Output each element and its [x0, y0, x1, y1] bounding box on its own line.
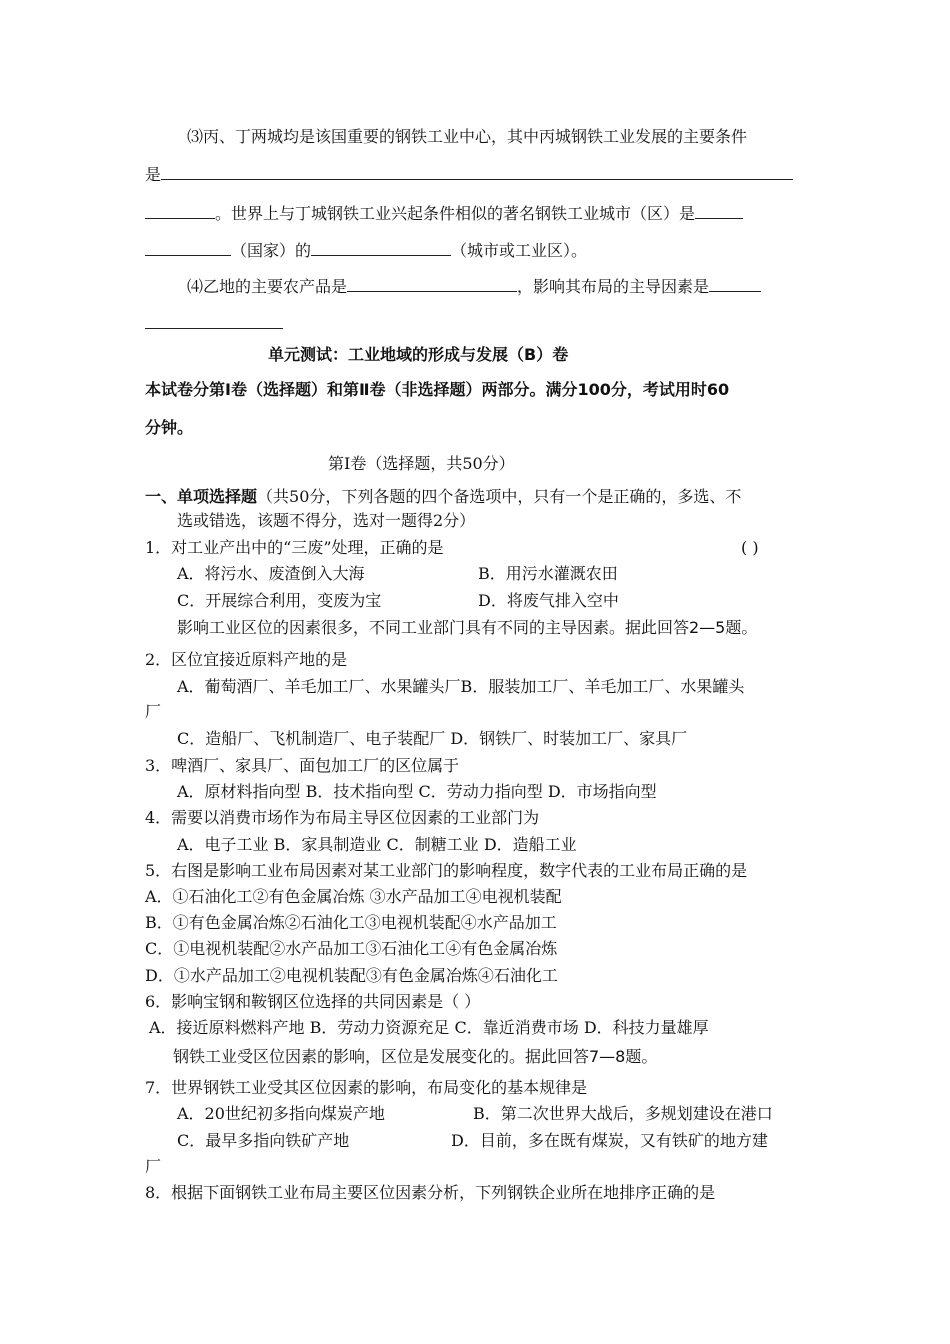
- answer-blank[interactable]: [145, 203, 215, 219]
- q4-line1: [187, 276, 761, 297]
- test-intro-line1: 本试卷分第Ⅰ卷（选择题）和第Ⅱ卷（非选择题）两部分。满分100分，考试用时60: [145, 380, 730, 399]
- q4-line2: [145, 313, 283, 334]
- question-7: 7．世界钢铁工业受其区位因素的影响，布局变化的基本规律是: [145, 1078, 588, 1097]
- q1-option-b[interactable]: B．用污水灌溉农田: [478, 564, 618, 583]
- question-1: 1．对工业产出中的“三废”处理，正确的是: [145, 538, 444, 557]
- question-3: 3．啤酒厂、家具厂、面包加工厂的区位属于: [145, 756, 460, 775]
- q2-options-ab[interactable]: A．葡萄酒厂、羊毛加工厂、水果罐头厂B．服装加工厂、羊毛加工厂、水果罐头: [177, 677, 745, 696]
- q4-options[interactable]: A．电子工业 B．家具制造业 C．制糖工业 D．造船工业: [177, 835, 577, 854]
- section-heading-line2: 选或错选，该题不得分，选对一题得2分）: [177, 511, 476, 530]
- q3-line2: [145, 164, 793, 185]
- q2-options-ab-wrap: 厂: [145, 702, 162, 721]
- q5-option-a[interactable]: A．①石油化工②有色金属冶炼 ③水产品加工④电视机装配: [145, 887, 562, 906]
- q2-options-cd[interactable]: C．造船厂、飞机制造厂、电子装配厂 D．钢铁厂、时装加工厂、家具厂: [177, 729, 688, 748]
- q1-option-c[interactable]: C．开展综合利用，变废为宝: [177, 591, 382, 610]
- test-title: 单元测试：工业地域的形成与发展（B）卷: [268, 345, 569, 364]
- q7-option-c[interactable]: C．最早多指向铁矿产地: [177, 1131, 350, 1150]
- part1-heading: 第Ⅰ卷（选择题，共50分）: [328, 454, 515, 473]
- question-5: 5．右图是影响工业布局因素对某工业部门的影响程度，数字代表的工业布局正确的是: [145, 861, 748, 880]
- answer-blank[interactable]: [311, 240, 451, 256]
- q6-options[interactable]: A．接近原料燃料产地 B．劳动力资源充足 C．靠近消费市场 D．科技力量雄厚: [149, 1018, 709, 1037]
- lead-text-7-8: 钢铁工业受区位因素的影响，区位是发展变化的。据此回答7—8题。: [173, 1047, 658, 1066]
- answer-blank[interactable]: [145, 240, 231, 256]
- q4-line1-a: ⑷乙地的主要农产品是: [187, 277, 348, 296]
- answer-blank[interactable]: [347, 276, 517, 292]
- answer-blank[interactable]: [709, 276, 761, 292]
- q3-line3: [145, 203, 743, 224]
- q3-line1: ⑶丙、丁两城均是该国重要的钢铁工业中心，其中丙城钢铁工业发展的主要条件: [187, 127, 748, 146]
- section-heading: [145, 487, 741, 507]
- q7-option-a[interactable]: A．20世纪初多指向煤炭产地: [177, 1104, 385, 1123]
- test-intro-line2: 分钟。: [145, 418, 194, 437]
- answer-blank[interactable]: [161, 164, 793, 180]
- q5-option-d[interactable]: D．①水产品加工②电视机装配③有色金属冶炼④石油化工: [145, 966, 558, 985]
- q5-option-c[interactable]: C．①电视机装配②水产品加工③石油化工④有色金属冶炼: [145, 939, 558, 958]
- q1-option-d[interactable]: D．将废气排入空中: [478, 591, 619, 610]
- q5-option-b[interactable]: B．①有色金属冶炼②石油化工③电视机装配④水产品加工: [145, 913, 557, 932]
- question-6: 6．影响宝钢和鞍钢区位选择的共同因素是（ ）: [145, 992, 481, 1011]
- q3-line3-text: 。世界上与丁城钢铁工业兴起条件相似的著名钢铁工业城市（区）是: [215, 204, 696, 223]
- question-2: 2．区位宜接近原料产地的是: [145, 650, 348, 669]
- q1-option-a[interactable]: A．将污水、废渣倒入大海: [177, 564, 365, 583]
- question-8: 8．根据下面钢铁工业布局主要区位因素分析，下列钢铁企业所在地排序正确的是: [145, 1183, 716, 1202]
- q7-option-d-wrap: 厂: [145, 1157, 162, 1176]
- question-4: 4．需要以消费市场作为布局主导区位因素的工业部门为: [145, 808, 540, 827]
- q7-option-d[interactable]: D．目前，多在既有煤炭，又有铁矿的地方建: [451, 1131, 768, 1150]
- q4-line1-b: ，影响其布局的主导因素是: [517, 277, 710, 296]
- answer-parenthesis[interactable]: ( ): [741, 538, 759, 557]
- section-heading-rest: （共50分，下列各题的四个备选项中，只有一个是正确的，多选、不: [257, 487, 742, 506]
- section-heading-bold: 一、单项选择题: [145, 487, 258, 506]
- q3-line2-prefix: 是: [145, 165, 162, 184]
- q3-line4-a: （国家）的: [231, 241, 312, 260]
- answer-blank[interactable]: [695, 203, 743, 219]
- q3-line4-b: （城市或工业区）。: [451, 241, 588, 260]
- q7-option-b[interactable]: B．第二次世界大战后，多规划建设在港口: [473, 1104, 773, 1123]
- q3-options[interactable]: A．原材料指向型 B．技术指向型 C．劳动力指向型 D．市场指向型: [177, 782, 657, 801]
- q3-line4: [145, 240, 587, 261]
- lead-text-2-5: 影响工业区位的因素很多，不同工业部门具有不同的主导因素。据此回答2—5题。: [177, 618, 758, 637]
- answer-blank[interactable]: [145, 313, 283, 329]
